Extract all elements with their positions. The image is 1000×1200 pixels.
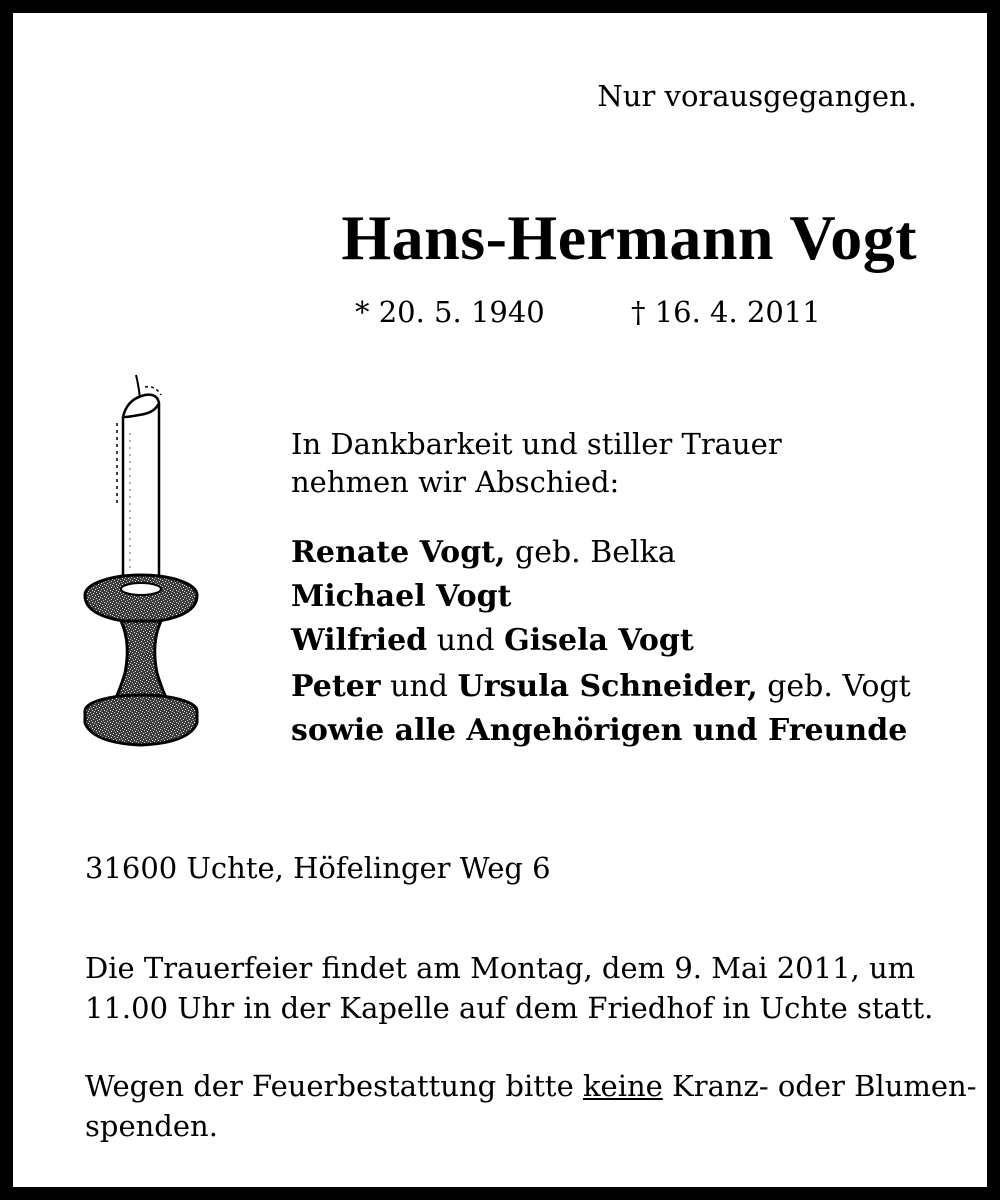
service-info: 11.00 Uhr in der Kapelle auf dem Friedhof in Uchte statt. <box>85 991 934 1025</box>
mourner-birthname: geb. Vogt <box>767 669 911 704</box>
mourner-line <box>291 579 511 614</box>
service-info: Die Trauerfeier findet am Montag, dem 9. Mai 2011, um <box>85 951 916 985</box>
mourner-name: Gisela Vogt <box>504 623 694 658</box>
note-emphasis: keine <box>582 1069 663 1103</box>
mourner-line <box>291 669 911 704</box>
mourner-name: Peter <box>291 669 381 704</box>
deceased-name: Hans-Hermann Vogt <box>341 202 917 273</box>
note-text: Kranz- oder Blumen- <box>672 1069 977 1103</box>
donation-note: spenden. <box>85 1109 218 1143</box>
mourner-others: sowie alle Angehörigen und Freunde <box>291 713 908 748</box>
mourner-name: Ursula Schneider, <box>457 669 758 704</box>
death-date: † 16. 4. 2011 <box>631 295 821 329</box>
mourner-birthname: geb. Belka <box>515 535 676 570</box>
mourner-name: Renate Vogt, <box>291 535 506 570</box>
mourner-line <box>291 713 907 748</box>
motto: Nur vorausgegangen. <box>597 79 917 113</box>
mourner-line <box>291 535 676 570</box>
birth-date: * 20. 5. 1940 <box>355 295 545 329</box>
note-text: Wegen der Feuerbestattung bitte <box>85 1069 574 1103</box>
address: 31600 Uchte, Höfelinger Weg 6 <box>85 851 551 885</box>
intro-line: nehmen wir Abschied: <box>291 465 620 499</box>
intro-line: In Dankbarkeit und stiller Trauer <box>291 427 782 461</box>
donation-note <box>85 1069 977 1103</box>
conjunction: und <box>436 623 495 658</box>
mourner-line <box>291 623 694 658</box>
mourner-name: Michael Vogt <box>291 579 512 614</box>
mourner-name: Wilfried <box>291 623 428 658</box>
candle-icon <box>83 373 207 753</box>
conjunction: und <box>390 669 448 704</box>
